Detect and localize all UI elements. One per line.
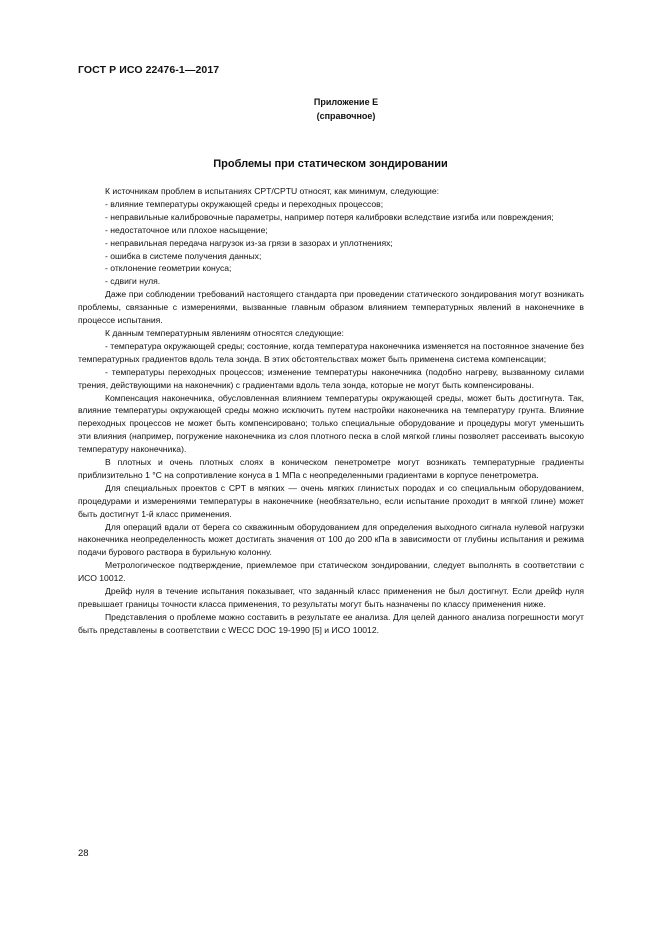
list-item: - неправильные калибровочные параметры, например потеря калибровки вследствие изгиба или повреждения; (105, 211, 554, 222)
list-item: - сдвиги нуля. (105, 276, 161, 287)
list-item: - температуры переходных процессов; изменение температуры наконечника (подобно нагреву, вызванному силами трения, действующими на наконечник) с градиентами вдоль тела зонда, которые не могут быть компенсированы. (78, 366, 584, 390)
paragraph: Дрейф нуля в течение испытания показывает, что заданный класс применения не был достигнут. Если дрейф нуля превышает границы точности класса применения, то результаты могут быть назначены по классу применения ниже. (78, 586, 584, 609)
list-item: - температура окружающей среды; состояние, когда температура наконечника изменяется на постоянное значение без температурных градиентов вдоль тела зонда. В этих обстоятельствах может быть применена система компенсации; (78, 340, 584, 364)
paragraph: Компенсация наконечника, обусловленная влиянием температуры окружающей среды, может быть достигнута. Так, влияние температуры окружающей среды можно исключить путем настройки наконечника на температуру грунта. Влияние переходных процессов не может быть компенсировано; только специальные оборудование и процедуры могут уменьшить эти влияния (например, погружение наконечника из слоя плотного песка в слой мягкой глины позволяет рассеивать высокую температуру наконечника). (78, 392, 584, 455)
list-item: - отклонение геометрии конуса; (105, 263, 232, 274)
body-text (78, 185, 584, 637)
appendix-subtitle: (справочное) (316, 111, 376, 121)
list-item: - влияние температуры окружающей среды и переходных процессов; (105, 198, 384, 209)
paragraph: Метрологическое подтверждение, приемлемое при статическом зондировании, следует выполнять в соответствии с ИСО 10012. (78, 560, 584, 584)
section-title: Проблемы при статическом зондировании (213, 158, 448, 170)
paragraph: В плотных и очень плотных слоях в коническом пенетрометре могут возникать температурные градиенты приблизительно 1 °С на сопротивление конуса в 1 МПа с неопределенными градиентами в корпусе пенетрометра. (78, 457, 584, 480)
appendix-heading (300, 95, 392, 123)
appendix-title: Приложение Е (313, 97, 379, 107)
list-item: - недостаточное или плохое насыщение; (105, 224, 268, 235)
paragraph: К данным температурным явлениям относятся следующие: (105, 327, 344, 338)
paragraph: Для операций вдали от берега со скважинным оборудованием для определения выходного сигнала нулевой нагрузки наконечника неопределенность может достигать значения от 100 до 200 кПа в зависимости от глубины испытания и режима подачи бурового раствора в бурильную колонну. (78, 521, 584, 558)
document-header: ГОСТ Р ИСО 22476-1—2017 (78, 64, 220, 76)
list-item: - неправильная передача нагрузок из-за грязи в зазорах и уплотнениях; (105, 237, 393, 248)
paragraph: К источникам проблем в испытаниях CPT/CPTU относят, как минимум, следующие: (105, 186, 440, 196)
paragraph: Даже при соблюдении требований настоящего стандарта при проведении статического зондирования могут возникать проблемы, связанные с измерениями, вызванные главным образом влиянием температурных явлений в наконечнике в процессе испытания. (78, 289, 584, 326)
list-item: - ошибка в системе получения данных; (105, 250, 262, 261)
paragraph: Представления о проблеме можно составить в результате ее анализа. Для целей данного анализа погрешности могут быть представлены в соответствии с WECC DOC 19-1990 [5] и ИСО 10012. (78, 611, 584, 635)
page-number: 28 (78, 848, 89, 859)
paragraph: Для специальных проектов с CPT в мягких — очень мягких глинистых породах и со специальным оборудованием, процедурами и измерениями температуры в наконечнике (необязательно, если испытание проходит в мягкой глине) может быть достигнут 1-й класс применения. (78, 482, 584, 519)
